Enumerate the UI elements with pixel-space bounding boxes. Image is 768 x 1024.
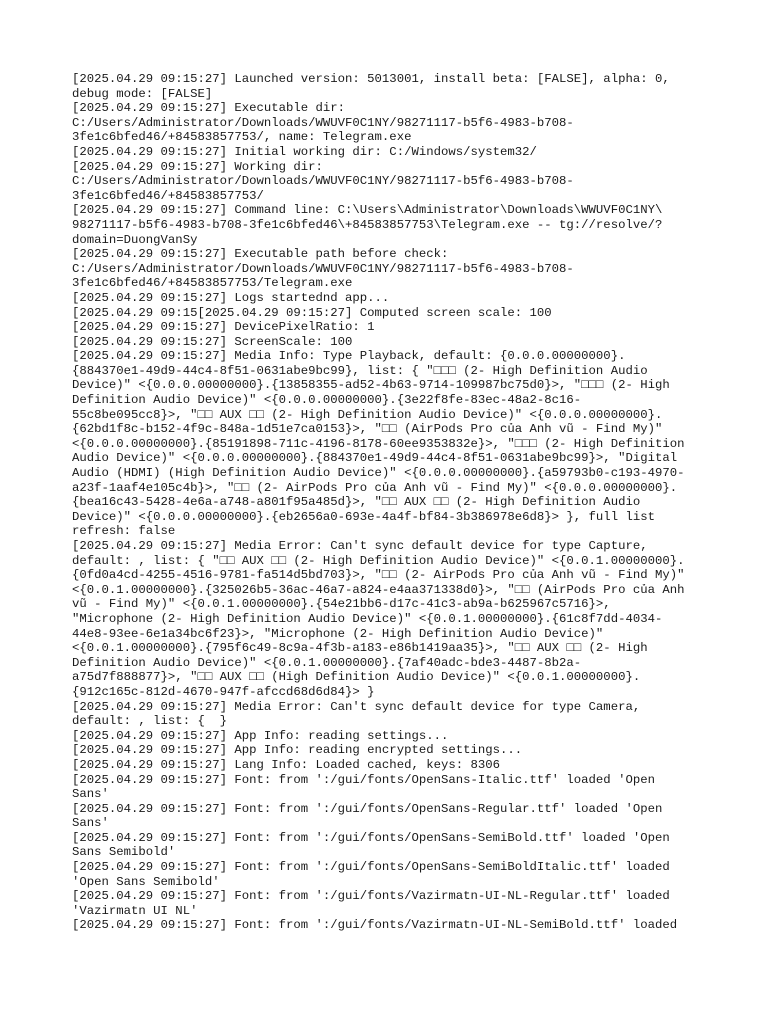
log-line: [2025.04.29 09:15:27] Font: from ':/gui/fonts/Vazirmatn-UI-NL-Regular.ttf' loaded 'Vazirmatn UI NL' (72, 889, 670, 918)
log-line: [2025.04.29 09:15:27] Font: from ':/gui/fonts/OpenSans-SemiBoldItalic.ttf' loaded 'Open Sans Semibold' (72, 860, 670, 889)
log-line: [2025.04.29 09:15[2025.04.29 09:15:27] Computed screen scale: 100 (72, 305, 552, 320)
log-line: [2025.04.29 09:15:27] ScreenScale: 100 (72, 334, 353, 349)
log-line: [2025.04.29 09:15:27] Initial working dir: C:/Windows/system32/ (72, 144, 537, 159)
log-page (72, 72, 712, 933)
log-line: [2025.04.29 09:15:27] Media Info: Type Playback, default: {0.0.0.00000000}. {884370e1-49d9-44c4-8f51-0631abe9bc99}, list: { "□□□ (2- High Definition Audio Device)" <{0.0.0.00000000}.{13858355-ad52-4b63-9714-109987bc75d0}>, "□□□ (2- High Definition Audio Device)" <{0.0.0.00000000}.{3e22f8fe-83ec-48a2-8c16- 55c8be095cc8}>, "□□ AUX □□ (2- High Definition Audio Device)" <{0.0.0.00000000}. {62bd1f8c-b152-4f9c-848a-1d51e7ca0153}>, "□□ (AirPods Pro của Anh vũ - Find My)" <{0.0.0.00000000}.{85191898-711c-4196-8178-60ee9353832e}>, "□□□ (2- High Definition Audio Device)" <{0.0.0.00000000}.{884370e1-49d9-44c4-8f51-0631abe9bc99}>, "Digital Audio (HDMI) (High Definition Audio Device)" <{0.0.0.00000000}.{a59793b0-c193-4970- a23f-1aaf4e105c4b}>, "□□ (2- AirPods Pro của Anh vũ - Find My)" <{0.0.0.00000000}. {bea16c43-5428-4e6a-a748-a801f95a485d}>, "□□ AUX □□ (2- High Definition Audio Device)" <{0.0.0.00000000}.{eb2656a0-693e-4a4f-bf84-3b386978e6d8}> }, full list refresh: false (72, 349, 685, 539)
log-line: [2025.04.29 09:15:27] App Info: reading settings... (72, 728, 449, 743)
log-line: [2025.04.29 09:15:27] App Info: reading encrypted settings... (72, 743, 523, 758)
log-line: [2025.04.29 09:15:27] DevicePixelRatio: 1 (72, 320, 375, 335)
log-line: [2025.04.29 09:15:27] Launched version: 5013001, install beta: [FALSE], alpha: 0, debug mode: [FALSE] (72, 72, 670, 101)
log-line: [2025.04.29 09:15:27] Executable dir: C:/Users/Administrator/Downloads/WWUVF0C1NY/98271117-b5f6-4983-b708- 3fe1c6bfed46/+84583857753/, name: Telegram.exe (72, 101, 574, 145)
log-line: [2025.04.29 09:15:27] Lang Info: Loaded cached, keys: 8306 (72, 757, 501, 772)
log-line: [2025.04.29 09:15:27] Logs startednd app... (72, 290, 390, 305)
log-line: [2025.04.29 09:15:27] Media Error: Can't sync default device for type Capture, default: , list: { "□□ AUX □□ (2- High Definition Audio Device)" <{0.0.1.00000000}. {0fd0a4cd-4255-4516-9781-fa514d5bd703}>, "□□ (2- AirPods Pro của Anh vũ - Find My)" <{0.0.1.00000000}.{325026b5-36ac-46a7-a824-e4aa371338d0}>, "□□ (AirPods Pro của Anh vũ - Find My)" <{0.0.1.00000000}.{54e21bb6-d17c-41c3-ab9a-b625967c5716}>, "Microphone (2- High Definition Audio Device)" <{0.0.1.00000000}.{61c8f7dd-4034- 44e8-93ee-6e1a34bc6f23}>, "Microphone (2- High Definition Audio Device)" <{0.0.1.00000000}.{795f6c49-8c9a-4f3b-a183-e86b1419aa35}>, "□□ AUX □□ (2- High Definition Audio Device)" <{0.0.1.00000000}.{7af40adc-bde3-4487-8b2a- a75d7f888877}>, "□□ AUX □□ (High Definition Audio Device)" <{0.0.1.00000000}. {912c165c-812d-4670-947f-afccd68d6d84}> } (72, 539, 685, 699)
log-line: [2025.04.29 09:15:27] Font: from ':/gui/fonts/Vazirmatn-UI-NL-SemiBold.ttf' loaded (72, 918, 678, 933)
log-line: [2025.04.29 09:15:27] Command line: C:\Users\Administrator\Downloads\WWUVF0C1NY\ 98271117-b5f6-4983-b708-3fe1c6bfed46\+84583857753\Telegram.exe -- tg://resolve/? domain=DuongVanSy (72, 203, 663, 247)
log-line: [2025.04.29 09:15:27] Font: from ':/gui/fonts/OpenSans-Regular.ttf' loaded 'Open Sans' (72, 801, 663, 831)
log-line: [2025.04.29 09:15:27] Media Error: Can't sync default device for type Camera, default: , list: { } (72, 699, 641, 729)
log-line: [2025.04.29 09:15:27] Font: from ':/gui/fonts/OpenSans-Italic.ttf' loaded 'Open Sans' (72, 772, 655, 802)
log-line: [2025.04.29 09:15:27] Font: from ':/gui/fonts/OpenSans-SemiBold.ttf' loaded 'Open Sans Semibold' (72, 830, 670, 860)
log-line: [2025.04.29 09:15:27] Working dir: C:/Users/Administrator/Downloads/WWUVF0C1NY/98271117-b5f6-4983-b708- 3fe1c6bfed46/+84583857753/ (72, 159, 574, 203)
log-line: [2025.04.29 09:15:27] Executable path before check: C:/Users/Administrator/Downloads/WWUVF0C1NY/98271117-b5f6-4983-b708- 3fe1c6bfed46/+84583857753/Telegram.exe (72, 247, 574, 291)
